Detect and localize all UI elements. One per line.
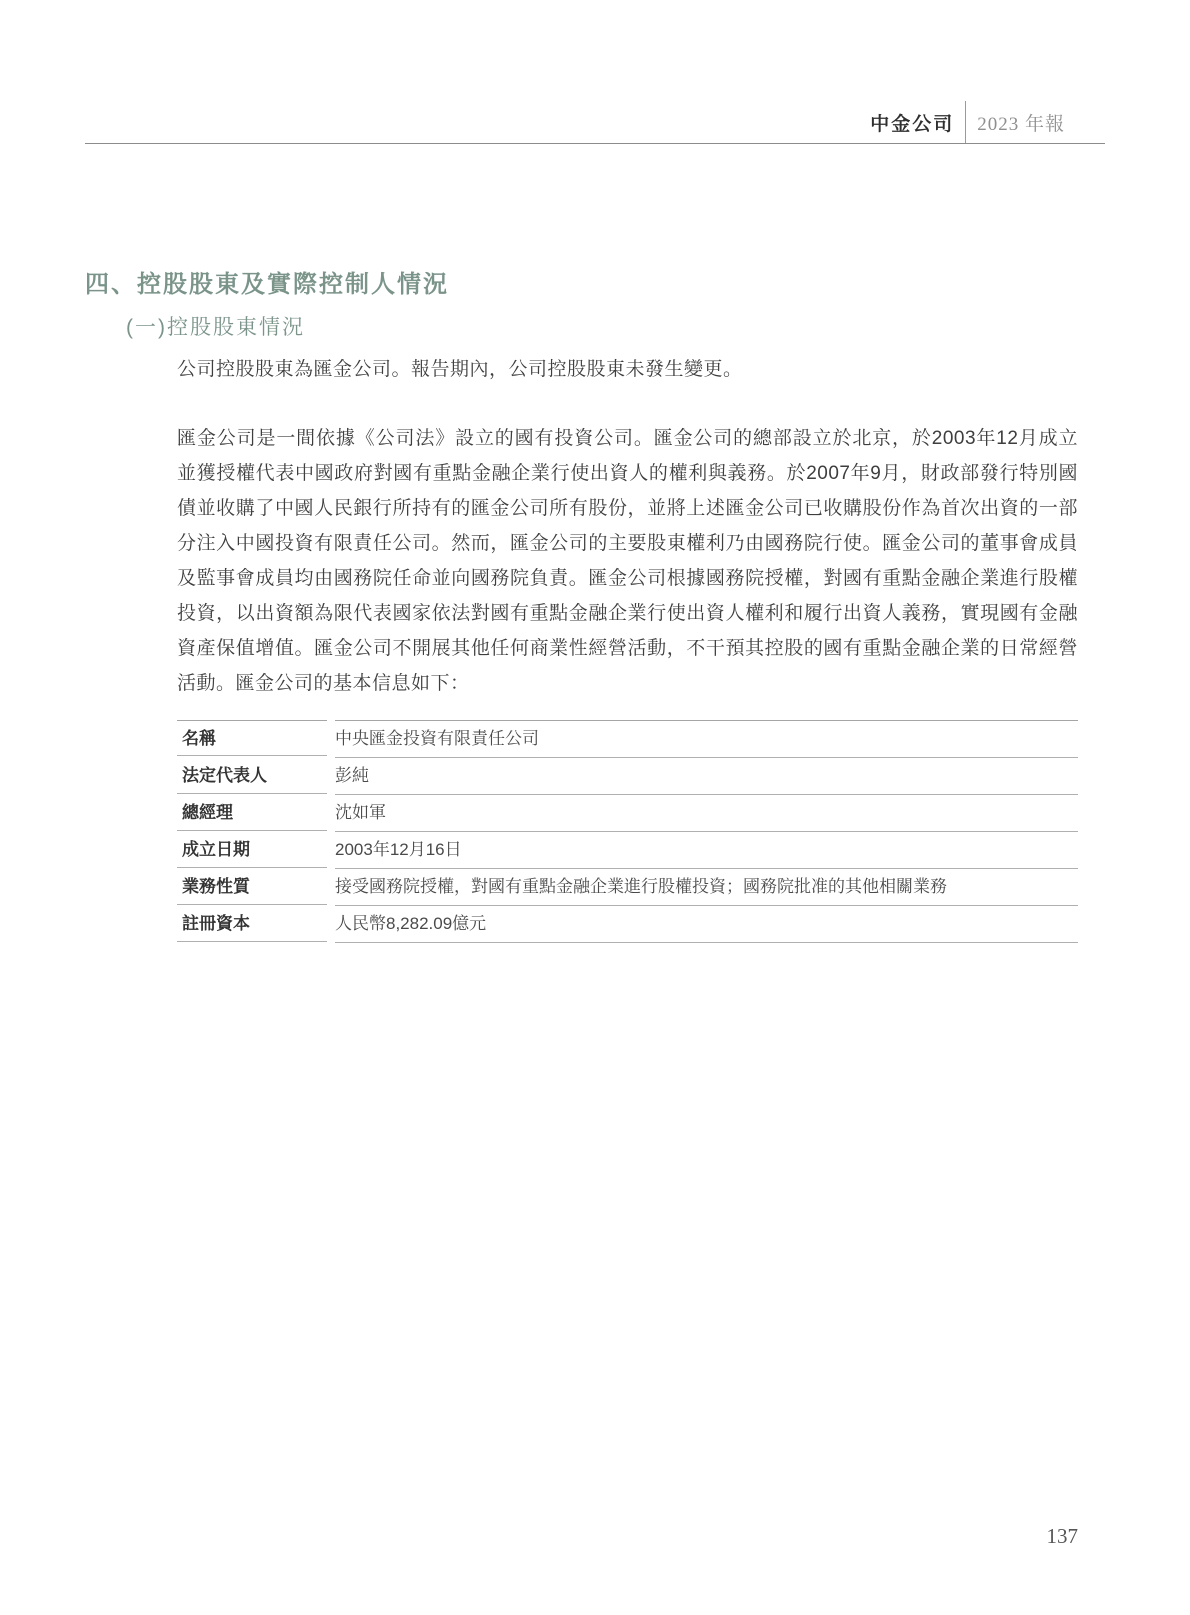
table-row — [177, 906, 1078, 943]
row-value-business-nature: 接受國務院授權，對國有重點金融企業進行股權投資；國務院批准的其他相關業務 — [335, 869, 1078, 906]
row-value-name: 中央匯金投資有限責任公司 — [335, 720, 1078, 758]
section-title: 四、控股股東及實際控制人情況 — [85, 271, 449, 298]
section-subtitle: (一)控股股東情況 — [126, 316, 305, 339]
row-value-general-manager: 沈如軍 — [335, 795, 1078, 832]
row-label-legal-rep: 法定代表人 — [177, 758, 327, 794]
table-row — [177, 720, 1078, 758]
row-value-legal-rep: 彭純 — [335, 758, 1078, 795]
company-name: 中金公司 — [870, 113, 955, 135]
page-header — [870, 101, 1065, 143]
header-rule — [85, 143, 1105, 144]
report-year-label: 2023 年報 — [977, 113, 1065, 135]
row-label-name: 名稱 — [177, 720, 327, 756]
row-value-registered-capital: 人民幣8,282.09億元 — [335, 906, 1078, 943]
table-row — [177, 758, 1078, 795]
table-row — [177, 869, 1078, 906]
row-label-establish-date: 成立日期 — [177, 832, 327, 868]
page-number: 137 — [1046, 1524, 1078, 1548]
table-row — [177, 795, 1078, 832]
row-label-business-nature: 業務性質 — [177, 869, 327, 905]
header-vertical-divider — [965, 101, 966, 143]
row-value-establish-date: 2003年12月16日 — [335, 832, 1078, 869]
row-label-registered-capital: 註冊資本 — [177, 906, 327, 942]
row-label-general-manager: 總經理 — [177, 795, 327, 831]
paragraph-huijin-description: 匯金公司是一間依據《公司法》設立的國有投資公司。匯金公司的總部設立於北京，於2003年12月成立並獲授權代表中國政府對國有重點金融企業行使出資人的權利與義務。於2007年9月，財政部發行特別國債並收購了中國人民銀行所持有的匯金公司所有股份，並將上述匯金公司已收購股份作為首次出資的一部分注入中國投資有限責任公司。然而，匯金公司的主要股東權利乃由國務院行使。匯金公司的董事會成員及監事會成員均由國務院任命並向國務院負責。匯金公司根據國務院授權，對國有重點金融企業進行股權投資，以出資額為限代表國家依法對國有重點金融企業行使出資人權利和履行出資人義務，實現國有金融資產保值增值。匯金公司不開展其他任何商業性經營活動，不干預其控股的國有重點金融企業的日常經營活動。匯金公司的基本信息如下： — [177, 428, 1078, 694]
huijin-info-table — [177, 720, 1078, 943]
paragraph-controlling-shareholder: 公司控股股東為匯金公司。報告期內，公司控股股東未發生變更。 — [177, 359, 743, 380]
table-row — [177, 832, 1078, 869]
